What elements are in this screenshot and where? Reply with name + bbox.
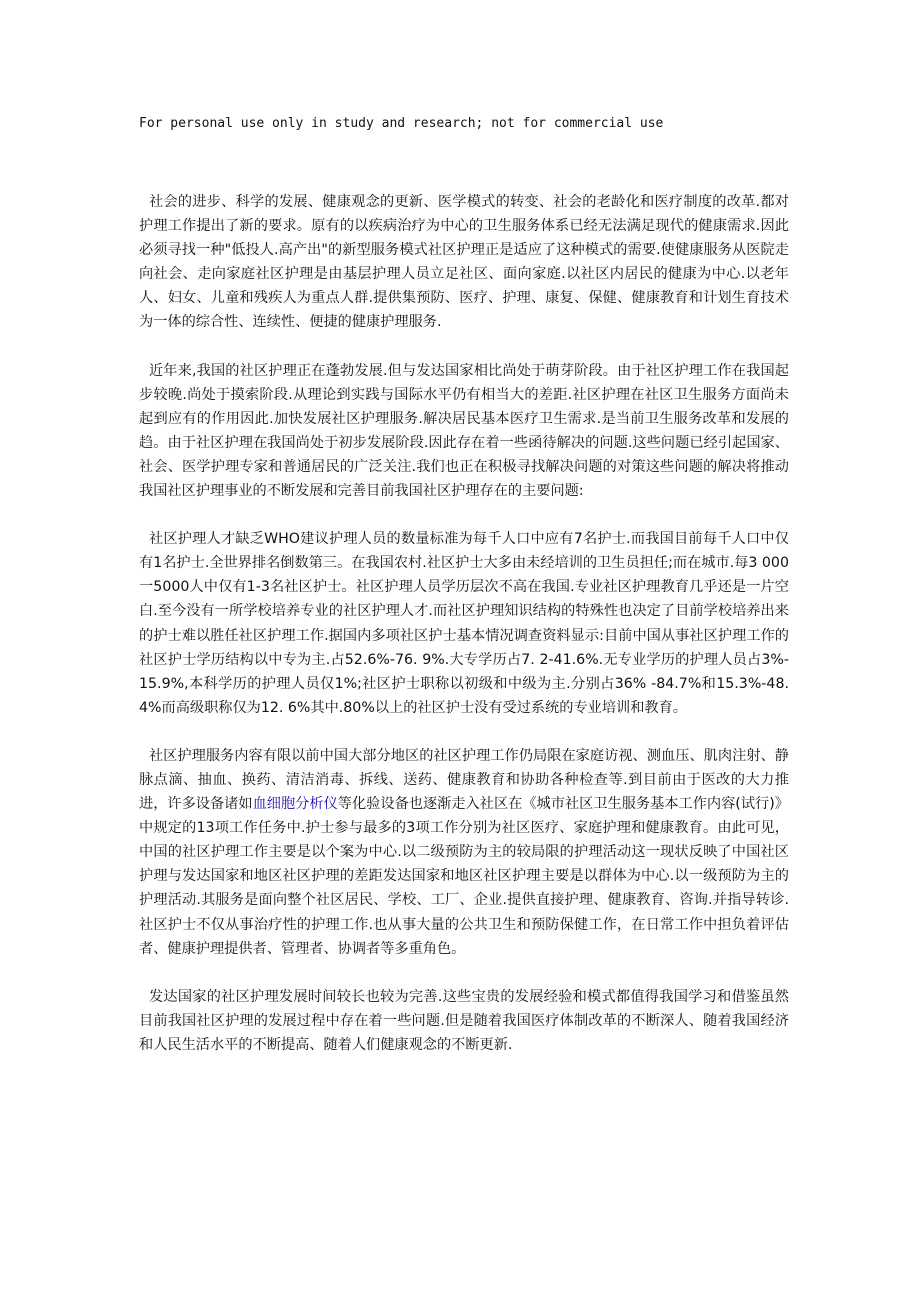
paragraph-intro: 社会的进步、科学的发展、健康观念的更新、医学模式的转变、社会的老龄化和医疗制度的改革.都对护理工作提出了新的要求。原有的以疾病治疗为中心的卫生服务体系已经无法满足现代的健康需求.因此必须寻找一种"低投人.高产出"的新型服务模式社区护理正是适应了这种模式的需要.使健康服务从医院走向社会、走向家庭社区护理是由基层护理人员立足社区、面向家庭.以社区内居民的健康为中心.以老年人、妇女、儿童和残疾人为重点人群.提供集预防、医疗、护理、康复、保健、健康教育和计划生育技术为一体的综合性、连续性、便捷的健康护理服务. — [139, 194, 789, 331]
paragraph-recent-development: 近年来,我国的社区护理正在蓬勃发展.但与发达国家相比尚处于萌芽阶段。由于社区护理工作在我国起步较晚.尚处于摸索阶段.从理论到实践与国际水平仍有相当大的差距.社区护理在社区卫生服务方面尚未起到应有的作用因此.加快发展社区护理服务.解决居民基本医疗卫生需求.是当前卫生服务改革和发展的趋。由于社区护理在我国尚处于初步发展阶段.因此存在着一些函待解决的问题.这些问题已经引起国家、社会、医学护理专家和普通居民的广泛关注.我们也正在积极寻找解决问题的对策这些问题的解决将推动我国社区护理事业的不断发展和完善目前我国社区护理存在的主要问题: — [139, 362, 789, 500]
usage-notice: For personal use only in study and research; not for commercial use — [139, 116, 664, 131]
document-body — [139, 112, 789, 1081]
paragraph-developed-countries: 发达国家的社区护理发展时间较长也较为完善.这些宝贵的发展经验和模式都值得我国学习和借鉴虽然目前我国社区护理的发展过程中存在着一些问题.但是随着我国医疗体制改革的不断深人、随着我国经济和人民生活水平的不断提高、随着人们健康观念的不断更新. — [139, 988, 789, 1053]
paragraph-text-after-link: 等化验设备也逐渐走入社区在《城市社区卫生服务基本工作内容(试行)》中规定的13项工作任务中.护士参与最多的3项工作分别为社区医疗、家庭护理和健康教育。由此可见，中国的社区护理工作主要是以个案为中心.以二级预防为主的较局限的护理活动这一现状反映了中国社区护理与发达国家和地区社区护理的差距发达国家和地区社区护理主要是以群体为中心.以一级预防为主的护理活动.其服务是面向整个社区居民、学校、工厂、企业.提供直接护理、健康教育、咨询.并指导转诊.社区护士不仅从事治疗性的护理工作.也从事大量的公共卫生和预防保健工作，在日常工作中担负着评估者、健康护理提供者、管理者、协调者等多重角色。 — [139, 796, 789, 957]
paragraph-staff-shortage: 社区护理人才缺乏WHO建议护理人员的数量标准为每千人口中应有7名护士.而我国目前每千人口中仅有1名护士.全世界排名倒数第三。在我国农村.社区护士大多由未经培训的卫生员担任;而在城市.每3 000一5000人中仅有1-3名社区护士。社区护理人员学历层次不高在我国.专业社区护理教育几乎还是一片空白.至今没有一所学校培养专业的社区护理人才.而社区护理知识结构的特殊性也决定了目前学校培养出来的护士难以胜任社区护理工作.据国内多项社区护士基本情况调查资料显示:目前中国从事社区护理工作的社区护士学历结构以中专为主.占52.6%-76. 9%.大专学历占7. 2-41.6%.无专业学历的护理人员占3%-15.9%,本科学历的护理人员仅1%;社区护士职称以初级和中级为主.分别占36% -84.7%和15.3%-48.4%而高级职称仅为12. 6%其中.80%以上的社区护士没有受过系统的专业培训和教育。 — [139, 531, 789, 716]
blood-cell-analyzer-link[interactable]: 血细胞分析仪 — [252, 796, 338, 813]
paragraph-service-content — [139, 744, 789, 961]
paragraph-text-before-link: 社区护理服务内容有限以前中国大部分地区的社区护理工作仍局限在家庭访视、测血压、肌肉注射、静脉点滴、抽血、换药、清洁消毒、拆线、送药、健康教育和协助各种检查等.到目前由于医改的大力推进，许多设备诸如 — [139, 747, 789, 813]
